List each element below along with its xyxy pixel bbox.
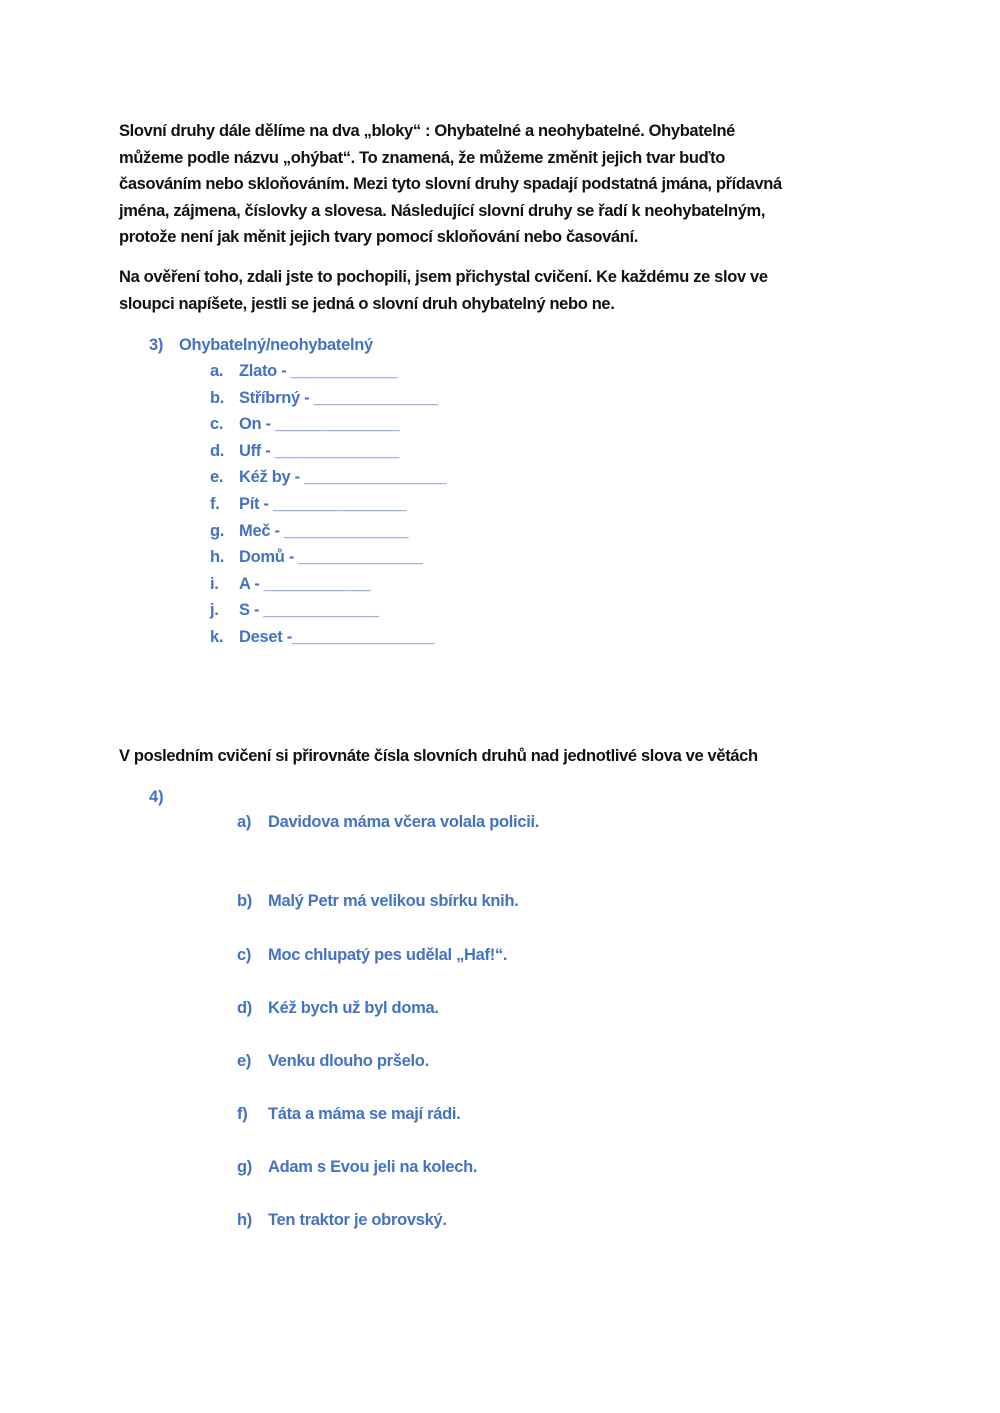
intro-line: protože není jak měnit jejich tvary pomocí skloňování nebo časování. bbox=[119, 228, 639, 247]
sentence-item bbox=[237, 809, 539, 835]
list-marker: i. bbox=[210, 574, 219, 593]
list-item bbox=[210, 491, 446, 518]
list-item bbox=[210, 358, 446, 385]
list-item-text: S - _____________ bbox=[239, 601, 379, 620]
list-item-text: Zlato - ____________ bbox=[239, 362, 398, 380]
list-marker: a. bbox=[210, 362, 224, 380]
sentence-item bbox=[237, 995, 439, 1021]
intro-line: časováním nebo skloňováním. Mezi tyto slovní druhy spadají podstatná jmána, přídavná bbox=[119, 175, 782, 194]
sentence-marker: f) bbox=[237, 1105, 248, 1123]
list-item bbox=[210, 438, 446, 465]
intro-line: Slovní druhy dále dělíme na dva „bloky“ : Ohybatelné a neohybatelné. Ohybatelné bbox=[119, 122, 736, 140]
list-marker: k. bbox=[210, 627, 224, 646]
list-marker: h. bbox=[210, 548, 225, 567]
list-item-text: Domů - ______________ bbox=[239, 548, 423, 567]
sentence-text: Moc chlupatý pes udělal „Haf!“. bbox=[268, 946, 508, 964]
sentence-marker: c) bbox=[237, 946, 252, 964]
list-item bbox=[210, 518, 446, 545]
list-item bbox=[210, 464, 446, 491]
intro-line: jména, zájmena, číslovky a slovesa. Následující slovní druhy se řadí k neohybatelným, bbox=[119, 201, 766, 220]
list-item-text: Pít - _______________ bbox=[239, 494, 407, 513]
list-item-text: A - ____________ bbox=[239, 574, 371, 593]
instruction-paragraph bbox=[119, 264, 879, 317]
sentence-marker: g) bbox=[237, 1158, 252, 1176]
sentence-text: Malý Petr má velikou sbírku knih. bbox=[268, 892, 519, 910]
exercise-4-number: 4) bbox=[149, 788, 164, 806]
list-marker: f. bbox=[210, 494, 220, 513]
sentence-text: Kéž bych už byl doma. bbox=[268, 999, 439, 1017]
sentence-text: Táta a máma se mají rádi. bbox=[268, 1105, 461, 1123]
list-item-text: Uff - ______________ bbox=[239, 441, 400, 460]
intro-line: můžeme podle názvu „ohýbat“. To znamená, že můžeme změnit jejich tvar buďto bbox=[119, 148, 726, 167]
sentence-text: Ten traktor je obrovský. bbox=[268, 1211, 447, 1229]
intro-paragraph bbox=[119, 118, 879, 251]
instruction-line: sloupci napíšete, jestli se jedná o slovní druh ohybatelný nebo ne. bbox=[119, 294, 615, 313]
exercise-4-intro: V posledním cvičení si přirovnáte čísla slovních druhů nad jednotlivé slova ve větách bbox=[119, 747, 758, 765]
list-item-text: On - ______________ bbox=[239, 415, 400, 434]
exercise-3-heading bbox=[149, 332, 373, 358]
list-marker: j. bbox=[210, 601, 219, 620]
sentence-text: Adam s Evou jeli na kolech. bbox=[268, 1158, 478, 1176]
exercise-3-list bbox=[210, 358, 446, 651]
list-marker: b. bbox=[210, 388, 225, 407]
exercise-3-title: Ohybatelný/neohybatelný bbox=[179, 336, 373, 354]
sentence-text: Davidova máma včera volala policii. bbox=[268, 813, 540, 831]
instruction-line: Na ověření toho, zdali jste to pochopili, jsem přichystal cvičení. Ke každému ze slov ve bbox=[119, 268, 768, 286]
sentence-item bbox=[237, 1101, 460, 1127]
sentence-text: Venku dlouho pršelo. bbox=[268, 1052, 429, 1070]
list-item-text: Meč - ______________ bbox=[239, 521, 409, 540]
list-item-text: Stříbrný - ______________ bbox=[239, 388, 438, 407]
sentence-item bbox=[237, 1048, 429, 1074]
list-item bbox=[210, 571, 446, 598]
sentence-item bbox=[237, 1207, 447, 1233]
sentence-marker: h) bbox=[237, 1211, 252, 1229]
sentence-marker: b) bbox=[237, 892, 252, 910]
list-item bbox=[210, 385, 446, 412]
list-marker: g. bbox=[210, 521, 225, 540]
list-item bbox=[210, 624, 446, 651]
list-marker: e. bbox=[210, 468, 224, 487]
sentence-marker: e) bbox=[237, 1052, 252, 1070]
list-marker: c. bbox=[210, 415, 224, 434]
sentence-item bbox=[237, 888, 519, 914]
list-item bbox=[210, 411, 446, 438]
list-item-text: Deset -________________ bbox=[239, 627, 434, 646]
sentence-marker: d) bbox=[237, 999, 252, 1017]
list-item-text: Kéž by - ________________ bbox=[239, 468, 447, 487]
sentence-item bbox=[237, 1154, 477, 1180]
list-marker: d. bbox=[210, 441, 225, 460]
list-item bbox=[210, 597, 446, 624]
sentence-marker: a) bbox=[237, 813, 252, 831]
list-item bbox=[210, 544, 446, 571]
exercise-3-number: 3) bbox=[149, 336, 164, 354]
sentence-item bbox=[237, 942, 507, 968]
